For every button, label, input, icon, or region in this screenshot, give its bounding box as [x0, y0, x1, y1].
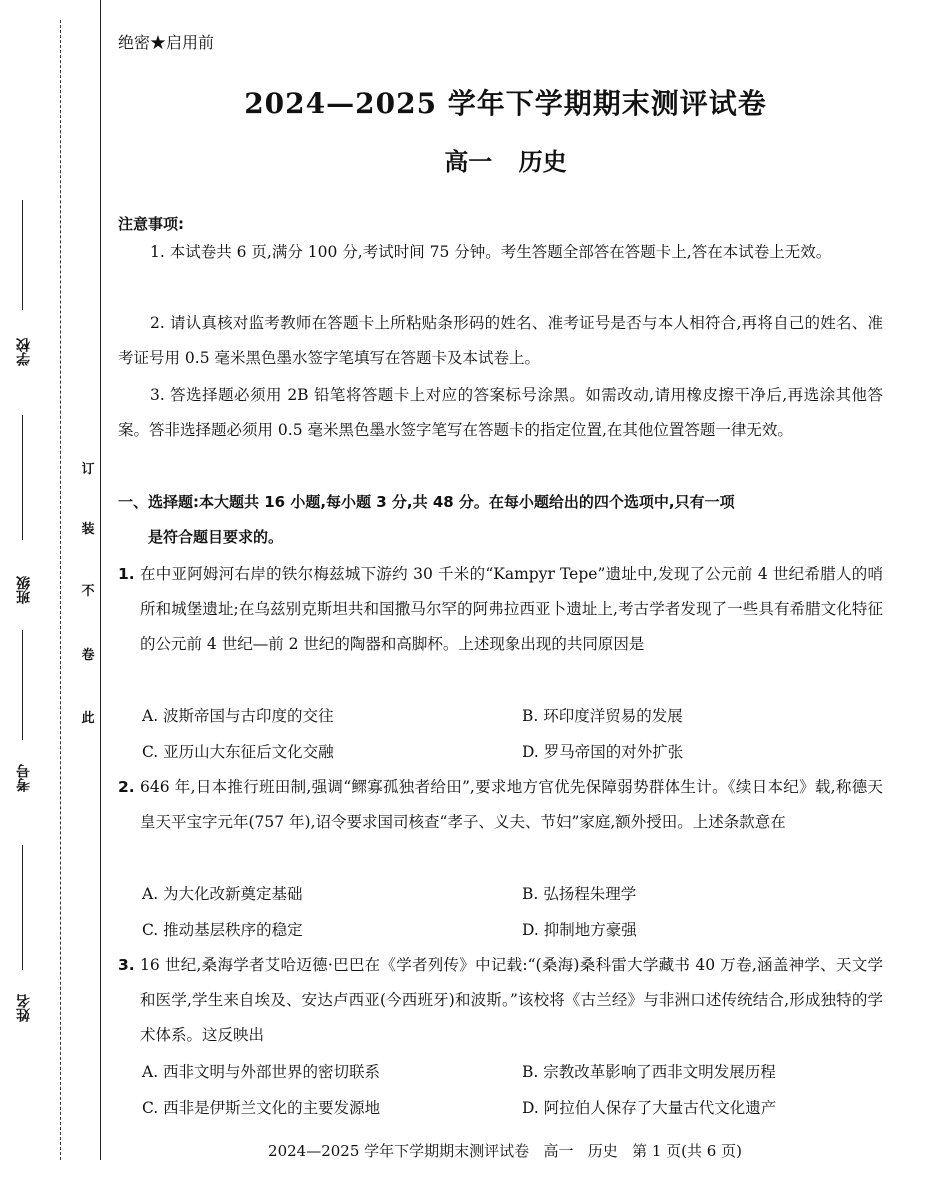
page-footer: 2024—2025 学年下学期期末测评试卷 高一 历史 第 1 页(共 6 页) [268, 1142, 742, 1160]
note-item: 1. 本试卷共 6 页,满分 100 分,考试时间 75 分钟。考生答题全部答在答题卡上,答在本试卷上无效。 [150, 243, 832, 261]
exam-subtitle: 高一 历史 [444, 148, 567, 176]
seal-char: 订 [81, 462, 95, 477]
class-label: 班级 [16, 576, 32, 604]
question-number: 2. [118, 778, 135, 796]
note-item: 2. 请认真核对监考教师在答题卡上所粘贴条形码的姓名、准考证号是否与本人相符合,再将自己的姓名、准考证号用 0.5 毫米黑色墨水签字笔填写在答题卡及本试卷上。 [118, 314, 883, 367]
option-a[interactable]: A. 波斯帝国与古印度的交往 [142, 707, 334, 725]
school-field [14, 320, 54, 380]
exam-number-field [14, 750, 54, 810]
binding-margin [0, 0, 100, 1183]
seal-char: 不 [81, 584, 95, 599]
question-stem: 646 年,日本推行班田制,强调“鳏寡孤独者给田”,要求地方官优先保障弱势群体生计。《续日本纪》载,称德天皇天平宝字元年(757 年),诏令要求国司核查“孝子、义夫、节妇”家庭,额外授田。上述条款意在 [140, 778, 883, 831]
question-3 [118, 948, 883, 1053]
option-b[interactable]: B. 环印度洋贸易的发展 [522, 707, 683, 725]
exam-title: 2024—2025 学年下学期期末测评试卷 [244, 87, 767, 120]
class-underline[interactable] [22, 415, 23, 540]
binding-solid-line [100, 0, 101, 1160]
question-number: 1. [118, 565, 135, 583]
section-heading-line1: 一、选择题:本大题共 16 小题,每小题 3 分,共 48 分。在每小题给出的四个选项中,只有一项 [118, 493, 735, 511]
option-b[interactable]: B. 宗教改革影响了西非文明发展历程 [522, 1063, 776, 1081]
name-field [14, 980, 54, 1040]
seal-dashed-line [60, 20, 61, 1160]
question-stem: 16 世纪,桑海学者艾哈迈德·巴巴在《学者列传》中记载:“(桑海)桑科雷大学藏书 40 万卷,涵盖神学、天文学和医学,学生来自埃及、安达卢西亚(今西班牙)和波斯。”该校将《古兰经》与非洲口述传统结合,形成独特的学术体系。这反映出 [140, 956, 883, 1044]
option-c[interactable]: C. 推动基层秩序的稳定 [142, 921, 303, 939]
school-underline[interactable] [22, 200, 23, 310]
option-a[interactable]: A. 西非文明与外部世界的密切联系 [142, 1063, 381, 1081]
question-2 [118, 770, 883, 840]
secret-mark: 绝密★启用前 [118, 33, 215, 52]
option-b[interactable]: B. 弘扬程朱理学 [522, 885, 637, 903]
section-heading-line2: 是符合题目要求的。 [148, 528, 284, 546]
class-field [14, 560, 54, 620]
question-number: 3. [118, 956, 135, 974]
exam-number-underline[interactable] [22, 630, 23, 740]
notes-heading: 注意事项: [118, 215, 184, 233]
name-underline[interactable] [22, 845, 23, 970]
option-c[interactable]: C. 亚历山大东征后文化交融 [142, 743, 334, 761]
option-c[interactable]: C. 西非是伊斯兰文化的主要发源地 [142, 1099, 381, 1117]
school-label: 学校 [16, 338, 32, 366]
section-heading [118, 485, 883, 555]
option-d[interactable]: D. 抑制地方豪强 [522, 921, 637, 939]
seal-char: 此 [81, 711, 95, 726]
option-d[interactable]: D. 罗马帝国的对外扩张 [522, 743, 684, 761]
question-1 [118, 557, 883, 662]
seal-char: 装 [81, 522, 95, 537]
name-label: 姓名 [16, 994, 32, 1022]
exam-number-label: 考号 [16, 764, 32, 792]
option-a[interactable]: A. 为大化改新奠定基础 [142, 885, 303, 903]
note-item: 3. 答选择题必须用 2B 铅笔将答题卡上对应的答案标号涂黑。如需改动,请用橡皮擦干净后,再选涂其他答案。答非选择题必须用 0.5 毫米黑色墨水签字笔写在答题卡的指定位置,在其他位置答题一律无效。 [118, 386, 883, 439]
question-stem: 在中亚阿姆河右岸的铁尔梅兹城下游约 30 千米的“Kampyr Tepe”遗址中,发现了公元前 4 世纪希腊人的哨所和城堡遗址;在乌兹别克斯坦共和国撒马尔罕的阿弗拉西亚卜遗址上,考古学者发现了一些具有希腊文化特征的公元前 4 世纪—前 2 世纪的陶器和高脚杯。上述现象出现的共同原因是 [140, 565, 883, 653]
option-d[interactable]: D. 阿拉伯人保存了大量古代文化遗产 [522, 1099, 777, 1117]
seal-char: 卷 [81, 648, 95, 663]
